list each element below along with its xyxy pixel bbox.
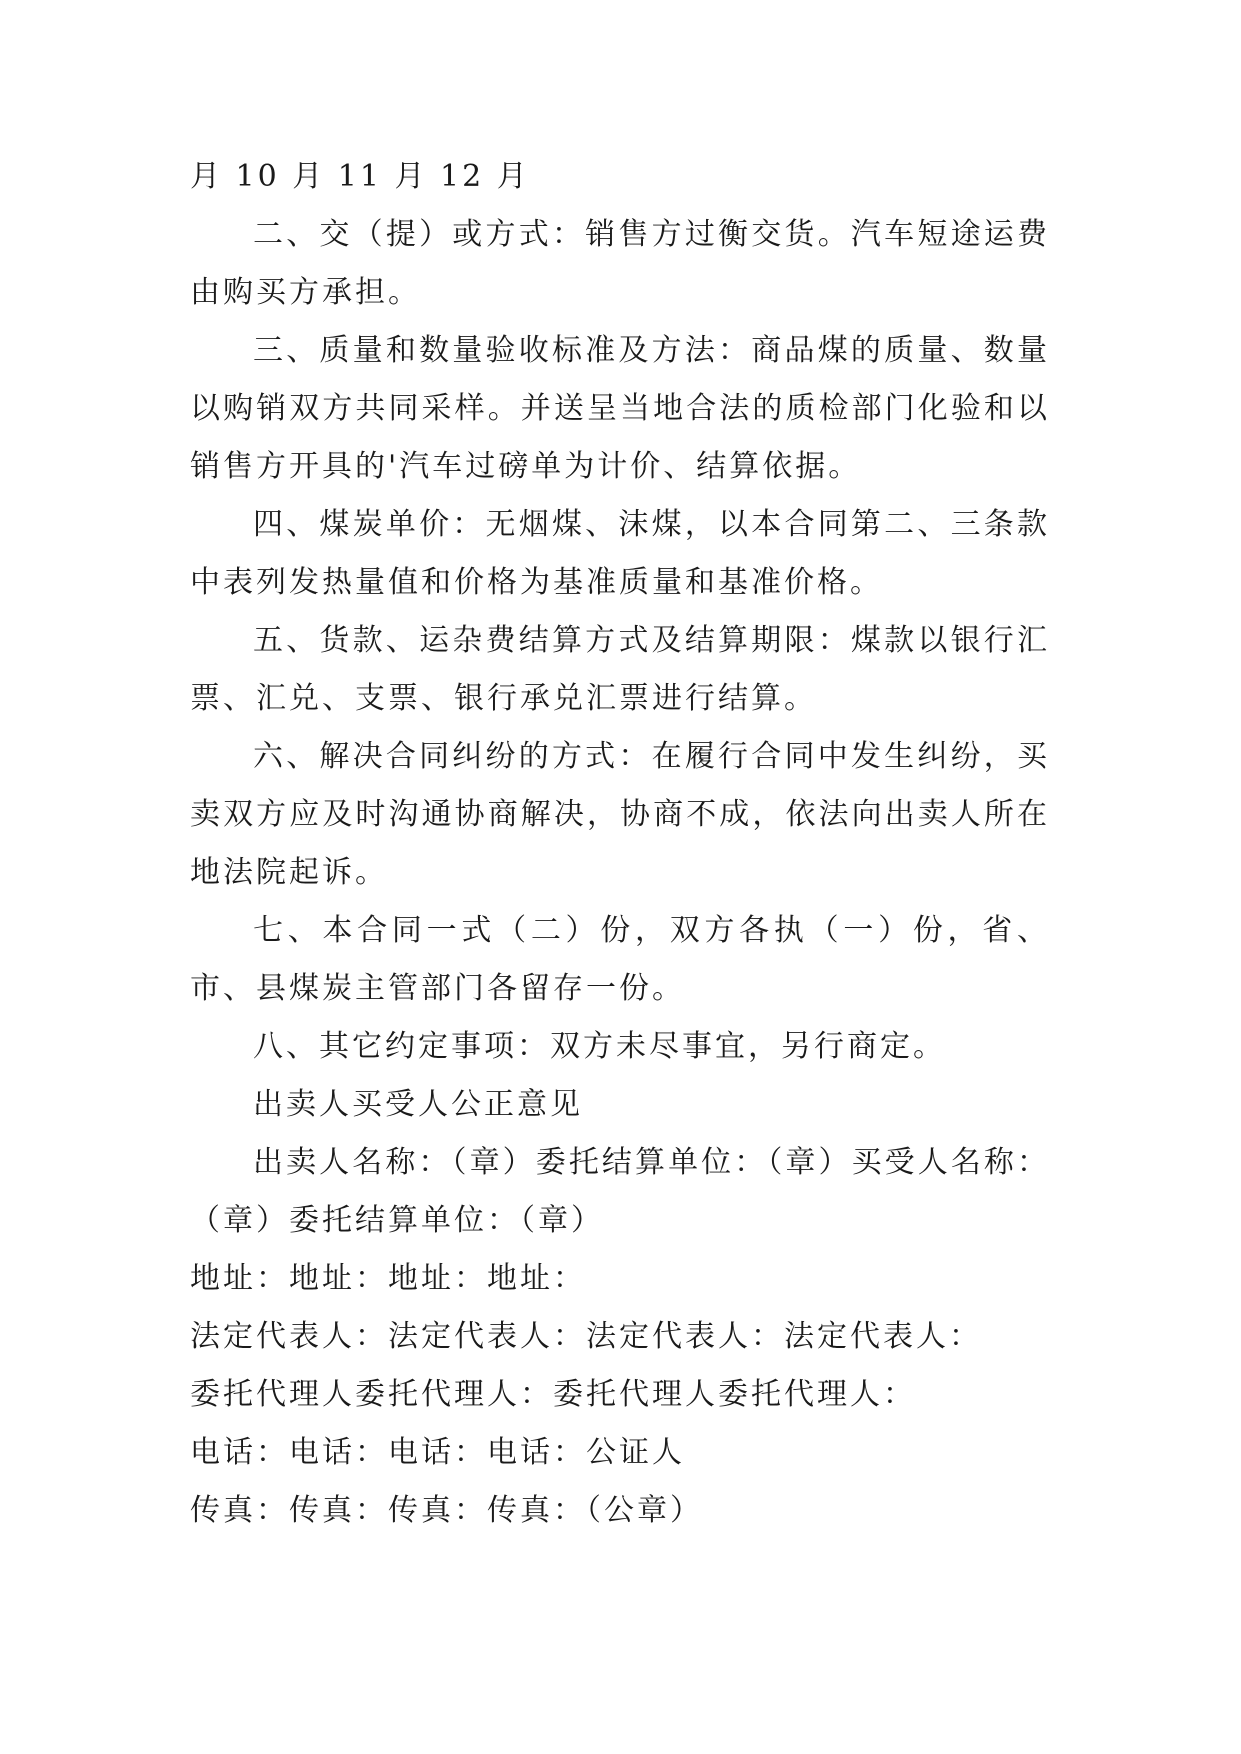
clause-copies: 七、本合同一式（二）份，双方各执（一）份，省、市、县煤炭主管部门各留存一份。 [190, 913, 1050, 1006]
clause-delivery-method: 二、交（提）或方式：销售方过衡交货。汽车短途运费由购买方承担。 [190, 217, 1050, 310]
clause-quality-quantity: 三、质量和数量验收标准及方法：商品煤的质量、数量以购销双方共同采样。并送呈当地合法的质检部门化验和以销售方开具的'汽车过磅单为计价、结算依据。 [190, 333, 1050, 484]
signature-agent: 委托代理人委托代理人：委托代理人委托代理人： [190, 1377, 916, 1412]
signature-phone: 电话：电话：电话：电话：公证人 [190, 1435, 685, 1470]
months-line: 月 10 月 11 月 12 月 [190, 159, 530, 194]
clause-dispute-resolution: 六、解决合同纠纷的方式：在履行合同中发生纠纷，买卖双方应及时沟通协商解决，协商不成，依法向出卖人所在地法院起诉。 [190, 739, 1050, 890]
signature-names: 出卖人名称：（章）委托结算单位：（章）买受人名称：（章）委托结算单位：（章） [190, 1145, 1050, 1238]
clause-other-matters: 八、其它约定事项：双方未尽事宜，另行商定。 [253, 1029, 946, 1064]
signature-legal-rep: 法定代表人：法定代表人：法定代表人：法定代表人： [190, 1319, 982, 1354]
signature-address: 地址：地址：地址：地址： [190, 1261, 586, 1296]
parties-heading: 出卖人买受人公正意见 [253, 1087, 583, 1122]
clause-coal-price: 四、煤炭单价：无烟煤、沫煤，以本合同第二、三条款中表列发热量值和价格为基准质量和基准价格。 [190, 507, 1050, 600]
signature-fax: 传真：传真：传真：传真：（公章） [190, 1493, 703, 1528]
document-body [190, 148, 1050, 1540]
clause-payment-settlement: 五、货款、运杂费结算方式及结算期限：煤款以银行汇票、汇兑、支票、银行承兑汇票进行结算。 [190, 623, 1050, 716]
